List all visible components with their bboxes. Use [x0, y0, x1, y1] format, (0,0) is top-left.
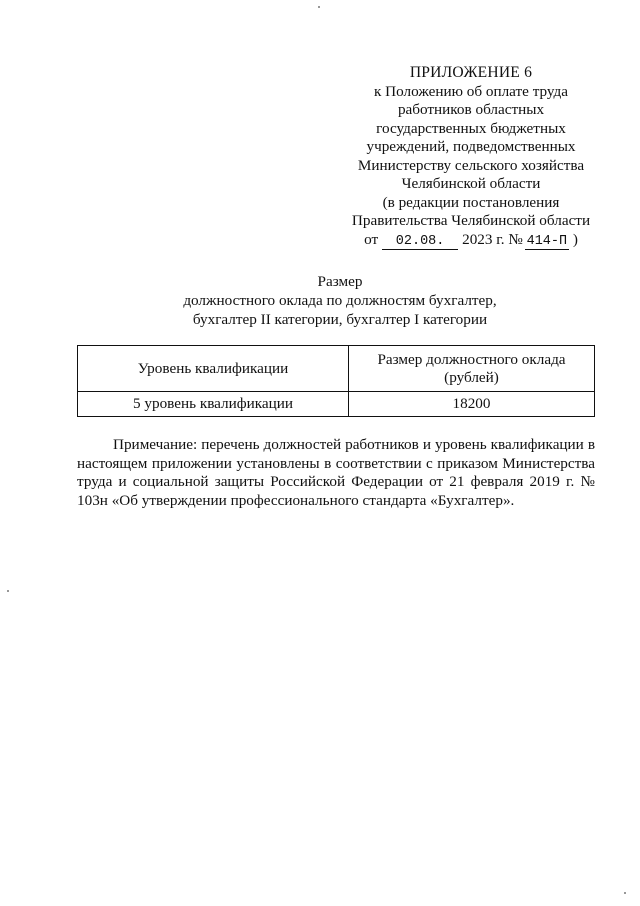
heading-line: должностного оклада по должностям бухгалтер,	[183, 292, 497, 309]
resolution-number: 414-П	[526, 233, 568, 249]
column-header-salary-line1: Размер должностного оклада	[377, 350, 566, 368]
appendix-line: (в редакции постановления	[382, 193, 560, 211]
appendix-line: работников областных	[397, 101, 545, 118]
table-row	[78, 392, 595, 417]
appendix-line: государственных бюджетных	[376, 119, 566, 137]
ref-year: 2023 г. №	[462, 230, 523, 248]
column-header-salary	[349, 346, 595, 392]
scan-speck	[318, 6, 320, 8]
column-header-salary-line2: (рублей)	[444, 368, 499, 386]
appendix-title: ПРИЛОЖЕНИЕ 6	[409, 64, 533, 81]
scan-speck	[7, 590, 9, 592]
salary-table	[77, 345, 595, 417]
table-header-row	[78, 346, 595, 392]
column-header-level: Уровень квалификации	[78, 346, 349, 392]
appendix-line: учреждений, подведомственных	[366, 138, 576, 155]
resolution-date: 02.08.	[382, 235, 458, 250]
note-text: Примечание: перечень должностей работников и уровень квалификации в настоящем приложении установлены в соответствии с приказом Министерства труда и социальной защиты Российской Федерации от 21 февраля 2019 г. № 103н «Об утверждении профессионального стандарта «Бухгалтер».	[77, 436, 595, 509]
appendix-header	[340, 64, 602, 250]
appendix-line: Правительства Челябинской области	[351, 212, 591, 229]
appendix-line: к Положению об оплате труда	[373, 82, 569, 100]
heading-line: Размер	[317, 273, 363, 290]
resolution-reference	[340, 231, 602, 250]
scan-speck	[624, 892, 626, 894]
document-heading	[120, 272, 560, 329]
table-cell-level: 5 уровень квалификации	[78, 392, 349, 417]
ref-prefix: от	[364, 230, 379, 248]
appendix-line: Министерству сельского хозяйства	[357, 156, 585, 174]
heading-line: бухгалтер II категории, бухгалтер I категории	[192, 311, 488, 328]
ref-suffix: )	[572, 230, 578, 248]
appendix-line: Челябинской области	[401, 175, 541, 192]
note-paragraph	[77, 436, 595, 510]
table-cell-salary: 18200	[349, 392, 595, 417]
